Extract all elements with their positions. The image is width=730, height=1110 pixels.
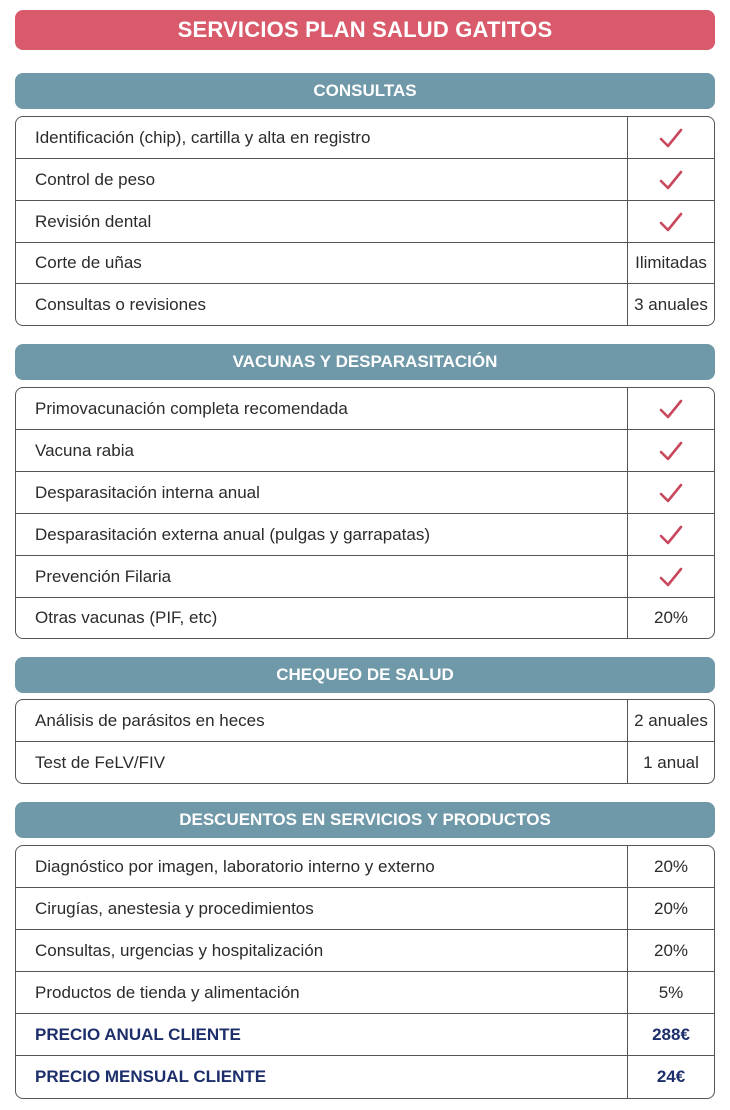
row-label: Desparasitación externa anual (pulgas y garrapatas) bbox=[35, 524, 431, 544]
row-value bbox=[627, 472, 714, 513]
check-icon bbox=[658, 211, 684, 233]
check-icon bbox=[658, 482, 684, 504]
row-label: Otras vacunas (PIF, etc) bbox=[35, 608, 218, 627]
price-value: 288€ bbox=[627, 1014, 714, 1055]
table-row bbox=[16, 846, 714, 888]
table-row bbox=[16, 430, 714, 472]
row-label: Cirugías, anestesia y procedimientos bbox=[35, 898, 314, 918]
row-value: 20% bbox=[627, 930, 714, 971]
table-descuentos bbox=[15, 845, 715, 1099]
price-value: 24€ bbox=[627, 1056, 714, 1098]
row-value bbox=[627, 388, 714, 429]
row-label: Test de FeLV/FIV bbox=[35, 752, 166, 772]
check-icon bbox=[658, 398, 684, 420]
table-row bbox=[16, 972, 714, 1014]
row-label: Control de peso bbox=[35, 169, 156, 189]
price-row-annual bbox=[16, 1014, 714, 1056]
table-row bbox=[16, 700, 714, 742]
row-value bbox=[627, 117, 714, 158]
row-value: 5% bbox=[627, 972, 714, 1013]
section-header-descuentos: DESCUENTOS EN SERVICIOS Y PRODUCTOS bbox=[15, 802, 715, 838]
table-row bbox=[16, 472, 714, 514]
row-value bbox=[627, 556, 714, 597]
row-label: Identificación (chip), cartilla y alta en registro bbox=[35, 127, 371, 147]
table-row bbox=[16, 159, 714, 201]
row-value bbox=[627, 430, 714, 471]
section-header-consultas: CONSULTAS bbox=[15, 73, 715, 109]
price-row-monthly bbox=[16, 1056, 714, 1098]
check-icon bbox=[658, 169, 684, 191]
table-vacunas bbox=[15, 387, 715, 639]
check-icon bbox=[658, 440, 684, 462]
table-row bbox=[16, 117, 714, 159]
table-row bbox=[16, 514, 714, 556]
row-value: 3 anuales bbox=[627, 284, 714, 325]
price-label: PRECIO ANUAL CLIENTE bbox=[35, 1024, 241, 1044]
row-value: 20% bbox=[627, 846, 714, 887]
table-row bbox=[16, 930, 714, 972]
row-value bbox=[627, 514, 714, 555]
table-row bbox=[16, 201, 714, 243]
row-label: Consultas o revisiones bbox=[35, 294, 207, 314]
row-label: Desparasitación interna anual bbox=[35, 482, 260, 502]
row-label: Corte de uñas bbox=[35, 253, 142, 272]
row-label: Productos de tienda y alimentación bbox=[35, 982, 300, 1002]
row-label: Primovacunación completa recomendada bbox=[35, 398, 348, 418]
row-label: Revisión dental bbox=[35, 211, 152, 231]
check-icon bbox=[658, 524, 684, 546]
table-row bbox=[16, 388, 714, 430]
row-label: Diagnóstico por imagen, laboratorio interno y externo bbox=[35, 856, 435, 876]
table-row bbox=[16, 243, 714, 284]
row-label: Análisis de parásitos en heces bbox=[35, 710, 265, 730]
row-label: Prevención Filaria bbox=[35, 566, 172, 586]
check-icon bbox=[658, 127, 684, 149]
row-value: Ilimitadas bbox=[627, 243, 714, 283]
price-label: PRECIO MENSUAL CLIENTE bbox=[35, 1067, 267, 1086]
row-value bbox=[627, 159, 714, 200]
row-value bbox=[627, 201, 714, 242]
table-consultas bbox=[15, 116, 715, 326]
table-row bbox=[16, 888, 714, 930]
section-header-vacunas: VACUNAS Y DESPARASITACIÓN bbox=[15, 344, 715, 380]
section-header-chequeo: CHEQUEO DE SALUD bbox=[15, 657, 715, 693]
row-value: 20% bbox=[627, 598, 714, 638]
page-title: SERVICIOS PLAN SALUD GATITOS bbox=[15, 10, 715, 50]
row-label: Consultas, urgencias y hospitalización bbox=[35, 940, 324, 960]
table-row bbox=[16, 556, 714, 598]
table-row bbox=[16, 598, 714, 638]
row-value: 2 anuales bbox=[627, 700, 714, 741]
check-icon bbox=[658, 566, 684, 588]
table-row bbox=[16, 742, 714, 783]
table-chequeo bbox=[15, 699, 715, 784]
row-value: 20% bbox=[627, 888, 714, 929]
table-row bbox=[16, 284, 714, 325]
row-label: Vacuna rabia bbox=[35, 440, 134, 460]
row-value: 1 anual bbox=[627, 742, 714, 783]
